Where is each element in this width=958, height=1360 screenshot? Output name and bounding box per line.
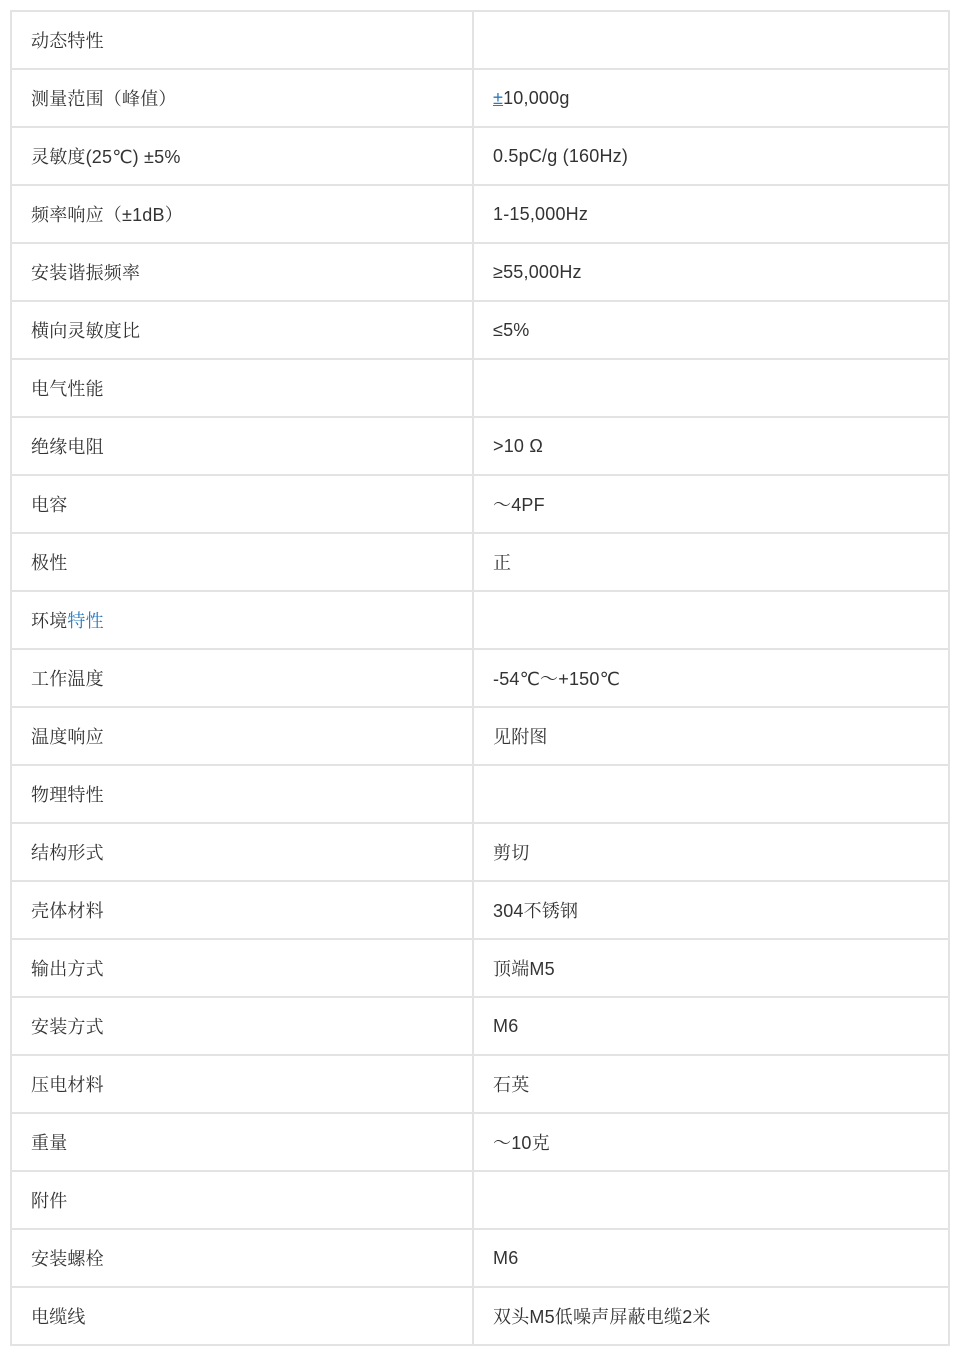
spec-label: 安装方式 — [11, 997, 473, 1055]
spec-section-label: 附件 — [11, 1171, 473, 1229]
table-row — [11, 707, 949, 765]
table-row — [11, 475, 949, 533]
spec-section-label — [11, 591, 473, 649]
table-row — [11, 649, 949, 707]
table-row — [11, 1229, 949, 1287]
spec-value: >10 Ω — [473, 417, 949, 475]
spec-label: 极性 — [11, 533, 473, 591]
spec-value: ≥55,000Hz — [473, 243, 949, 301]
table-row — [11, 939, 949, 997]
spec-value: 0.5pC/g (160Hz) — [473, 127, 949, 185]
spec-label: 壳体材料 — [11, 881, 473, 939]
table-row — [11, 823, 949, 881]
spec-value: 304不锈钢 — [473, 881, 949, 939]
table-row — [11, 765, 949, 823]
table-row — [11, 417, 949, 475]
table-row — [11, 127, 949, 185]
spec-value: 1-15,000Hz — [473, 185, 949, 243]
table-row — [11, 243, 949, 301]
spec-label: 工作温度 — [11, 649, 473, 707]
spec-value: 剪切 — [473, 823, 949, 881]
table-row — [11, 881, 949, 939]
spec-value — [473, 11, 949, 69]
table-row — [11, 301, 949, 359]
spec-value: 顶端M5 — [473, 939, 949, 997]
spec-label: 安装谐振频率 — [11, 243, 473, 301]
spec-value — [473, 1171, 949, 1229]
spec-value: 双头M5低噪声屏蔽电缆2米 — [473, 1287, 949, 1345]
plus-minus-link[interactable]: ± — [493, 87, 504, 108]
spec-label: 重量 — [11, 1113, 473, 1171]
spec-label: 横向灵敏度比 — [11, 301, 473, 359]
spec-value: ～10克 — [473, 1113, 949, 1171]
spec-value: 石英 — [473, 1055, 949, 1113]
spec-label: 安装螺栓 — [11, 1229, 473, 1287]
table-row — [11, 1287, 949, 1345]
spec-label: 结构形式 — [11, 823, 473, 881]
table-row — [11, 997, 949, 1055]
spec-value: -54℃～+150℃ — [473, 649, 949, 707]
spec-value: 正 — [473, 533, 949, 591]
spec-value: ～4PF — [473, 475, 949, 533]
spec-value — [473, 69, 949, 127]
table-row — [11, 11, 949, 69]
spec-label: 电缆线 — [11, 1287, 473, 1345]
table-row — [11, 1113, 949, 1171]
table-row — [11, 69, 949, 127]
texing-link[interactable]: 特性 — [67, 611, 104, 631]
spec-label-text: 环境 — [31, 611, 68, 631]
spec-value: ≤5% — [473, 301, 949, 359]
spec-label: 电容 — [11, 475, 473, 533]
spec-label: 灵敏度(25℃) ±5% — [11, 127, 473, 185]
spec-label: 动态特性 — [11, 11, 473, 69]
spec-label: 温度响应 — [11, 707, 473, 765]
table-row — [11, 533, 949, 591]
spec-value: M6 — [473, 1229, 949, 1287]
spec-value-text: 10,000g — [503, 87, 570, 108]
table-row — [11, 591, 949, 649]
spec-table — [10, 10, 950, 1346]
spec-value — [473, 591, 949, 649]
table-row — [11, 1055, 949, 1113]
spec-value — [473, 765, 949, 823]
spec-section-label: 物理特性 — [11, 765, 473, 823]
table-row — [11, 1171, 949, 1229]
spec-section-label: 电气性能 — [11, 359, 473, 417]
spec-label: 压电材料 — [11, 1055, 473, 1113]
spec-label: 测量范围（峰值） — [11, 69, 473, 127]
spec-value: M6 — [473, 997, 949, 1055]
spec-value — [473, 359, 949, 417]
table-row — [11, 359, 949, 417]
spec-label: 绝缘电阻 — [11, 417, 473, 475]
table-row — [11, 185, 949, 243]
spec-label: 频率响应（±1dB） — [11, 185, 473, 243]
spec-value: 见附图 — [473, 707, 949, 765]
spec-label: 输出方式 — [11, 939, 473, 997]
